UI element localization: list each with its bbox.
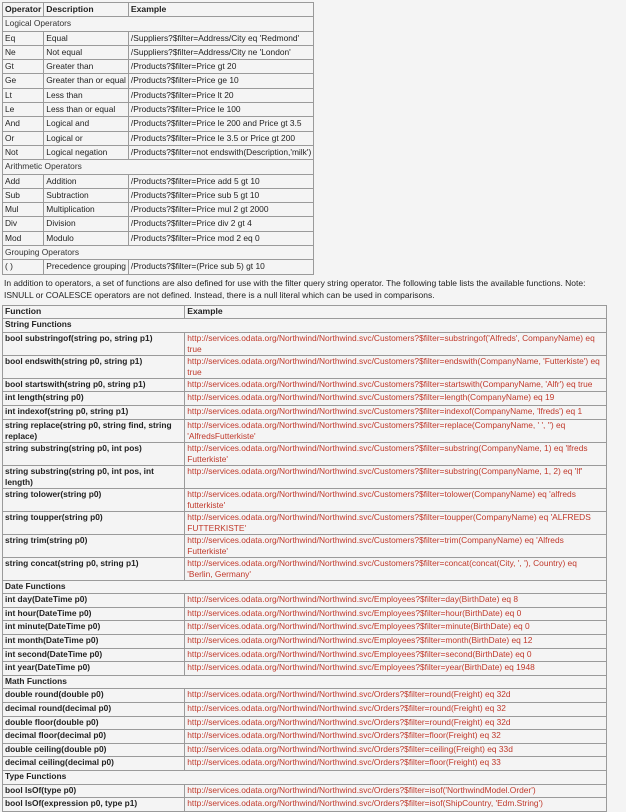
function-signature-cell: int hour(DateTime p0) (3, 607, 185, 621)
table-row (3, 534, 607, 557)
table-row (3, 607, 607, 621)
example-cell: /Products?$filter=Price add 5 gt 10 (128, 174, 313, 188)
function-signature-cell: int second(DateTime p0) (3, 648, 185, 662)
example-link[interactable]: http://services.odata.org/Northwind/Northwind.svc/Employees?$filter=year(BirthDate) eq 1948 (185, 662, 607, 676)
table-row (3, 217, 314, 231)
description-cell: Multiplication (44, 203, 129, 217)
table-row (3, 465, 607, 488)
example-cell: /Products?$filter=Price le 200 and Price gt 3.5 (128, 117, 313, 131)
operators-body (3, 17, 314, 274)
function-signature-cell: double floor(double p0) (3, 716, 185, 730)
example-link[interactable]: http://services.odata.org/Northwind/Northwind.svc/Employees?$filter=month(BirthDate) eq 12 (185, 634, 607, 648)
example-link[interactable]: http://services.odata.org/Northwind/Northwind.svc/Orders?$filter=floor(Freight) eq 33 (185, 757, 607, 771)
example-link[interactable]: http://services.odata.org/Northwind/Northwind.svc/Customers?$filter=length(CompanyName) eq 19 (185, 392, 607, 406)
section-title: Math Functions (3, 675, 607, 689)
table-row (3, 730, 607, 744)
functions-section-row (3, 675, 607, 689)
operator-cell: Mod (3, 231, 44, 245)
example-cell: /Suppliers?$filter=Address/City eq 'Redmond' (128, 31, 313, 45)
table-row (3, 378, 607, 392)
example-cell: /Products?$filter=Price mul 2 gt 2000 (128, 203, 313, 217)
description-cell: Greater than or equal (44, 74, 129, 88)
function-signature-cell: int month(DateTime p0) (3, 634, 185, 648)
table-row (3, 145, 314, 159)
example-cell: /Products?$filter=Price lt 20 (128, 88, 313, 102)
header-operator: Operator (3, 3, 44, 17)
header-example: Example (128, 3, 313, 17)
function-signature-cell: string toupper(string p0) (3, 511, 185, 534)
operator-cell: Ge (3, 74, 44, 88)
example-cell: /Products?$filter=not endswith(Description,'milk') (128, 145, 313, 159)
operator-cell: Lt (3, 88, 44, 102)
example-link[interactable]: http://services.odata.org/Northwind/Northwind.svc/Customers?$filter=substring(CompanyName, 1) eq 'lfreds Futterkiste' (185, 442, 607, 465)
function-signature-cell: int length(string p0) (3, 392, 185, 406)
table-row (3, 45, 314, 59)
functions-header-row (3, 305, 607, 319)
table-row (3, 203, 314, 217)
example-link[interactable]: http://services.odata.org/Northwind/Northwind.svc/Orders?$filter=round(Freight) eq 32d (185, 716, 607, 730)
function-signature-cell: bool substringof(string po, string p1) (3, 332, 185, 355)
function-signature-cell: string substring(string p0, int pos, int length) (3, 465, 185, 488)
description-cell: Not equal (44, 45, 129, 59)
table-row (3, 419, 607, 442)
example-link[interactable]: http://services.odata.org/Northwind/Northwind.svc/Employees?$filter=minute(BirthDate) eq 0 (185, 621, 607, 635)
function-signature-cell: bool startswith(string p0, string p1) (3, 378, 185, 392)
intro-paragraph: In addition to operators, a set of functions are also defined for use with the filter query string operator. The following table lists the available functions. Note: ISNULL or COALESCE operators are not defined. Instead, there is a null literal which can be used in comparisons. (4, 277, 586, 301)
function-signature-cell: double ceiling(double p0) (3, 743, 185, 757)
function-signature-cell: int year(DateTime p0) (3, 662, 185, 676)
section-title: Grouping Operators (3, 246, 314, 260)
example-link[interactable]: http://services.odata.org/Northwind/Northwind.svc/Customers?$filter=trim(CompanyName) eq 'Alfreds Futterkiste' (185, 534, 607, 557)
header-fn-example: Example (185, 305, 607, 319)
header-description: Description (44, 3, 129, 17)
example-link[interactable]: http://services.odata.org/Northwind/Northwind.svc/Orders?$filter=isof('NorthwindModel.Order') (185, 784, 607, 798)
operators-section-row (3, 160, 314, 174)
example-link[interactable]: http://services.odata.org/Northwind/Northwind.svc/Customers?$filter=substringof('Alfreds', CompanyName) eq true (185, 332, 607, 355)
operators-table (2, 2, 314, 275)
function-signature-cell: string tolower(string p0) (3, 488, 185, 511)
functions-body (3, 319, 607, 811)
operator-cell: ( ) (3, 260, 44, 274)
example-cell: /Products?$filter=Price ge 10 (128, 74, 313, 88)
table-row (3, 260, 314, 274)
section-title: Date Functions (3, 580, 607, 594)
example-cell: /Products?$filter=Price le 3.5 or Price gt 200 (128, 131, 313, 145)
function-signature-cell: double round(double p0) (3, 689, 185, 703)
section-title: Arithmetic Operators (3, 160, 314, 174)
operator-cell: Le (3, 103, 44, 117)
description-cell: Greater than (44, 60, 129, 74)
operator-cell: Mul (3, 203, 44, 217)
function-signature-cell: bool IsOf(expression p0, type p1) (3, 798, 185, 812)
table-row (3, 702, 607, 716)
functions-section-row (3, 319, 607, 333)
example-cell: /Products?$filter=Price mod 2 eq 0 (128, 231, 313, 245)
function-signature-cell: decimal ceiling(decimal p0) (3, 757, 185, 771)
function-signature-cell: string trim(string p0) (3, 534, 185, 557)
table-row (3, 231, 314, 245)
example-link[interactable]: http://services.odata.org/Northwind/Northwind.svc/Orders?$filter=round(Freight) eq 32d (185, 689, 607, 703)
operators-header-row (3, 3, 314, 17)
functions-section-row (3, 580, 607, 594)
example-link[interactable]: http://services.odata.org/Northwind/Northwind.svc/Employees?$filter=hour(BirthDate) eq 0 (185, 607, 607, 621)
function-signature-cell: decimal floor(decimal p0) (3, 730, 185, 744)
description-cell: Logical and (44, 117, 129, 131)
example-link[interactable]: http://services.odata.org/Northwind/Northwind.svc/Employees?$filter=day(BirthDate) eq 8 (185, 594, 607, 608)
operator-cell: Not (3, 145, 44, 159)
table-row (3, 511, 607, 534)
table-row (3, 743, 607, 757)
table-row (3, 117, 314, 131)
example-link[interactable]: http://services.odata.org/Northwind/Northwind.svc/Orders?$filter=round(Freight) eq 32 (185, 702, 607, 716)
operators-section-row (3, 17, 314, 31)
example-link[interactable]: http://services.odata.org/Northwind/Northwind.svc/Customers?$filter=replace(CompanyName, ' ', '') eq 'AlfredsFutterkiste' (185, 419, 607, 442)
table-row (3, 662, 607, 676)
table-row (3, 634, 607, 648)
description-cell: Precedence grouping (44, 260, 129, 274)
table-row (3, 757, 607, 771)
function-signature-cell: string replace(string p0, string find, string replace) (3, 419, 185, 442)
operator-cell: Eq (3, 31, 44, 45)
operator-cell: Or (3, 131, 44, 145)
description-cell: Less than (44, 88, 129, 102)
example-link[interactable]: http://services.odata.org/Northwind/Northwind.svc/Orders?$filter=ceiling(Freight) eq 33d (185, 743, 607, 757)
table-row (3, 174, 314, 188)
example-link[interactable]: http://services.odata.org/Northwind/Northwind.svc/Customers?$filter=concat(concat(City, ', '), Country) eq 'Berlin, Germany' (185, 557, 607, 580)
function-signature-cell: int day(DateTime p0) (3, 594, 185, 608)
document-page (2, 2, 622, 812)
section-title: Logical Operators (3, 17, 314, 31)
example-link[interactable]: http://services.odata.org/Northwind/Northwind.svc/Customers?$filter=startswith(CompanyName, 'Alfr') eq true (185, 378, 607, 392)
function-signature-cell: int minute(DateTime p0) (3, 621, 185, 635)
table-row (3, 103, 314, 117)
function-signature-cell: bool endswith(string p0, string p1) (3, 355, 185, 378)
example-cell: /Products?$filter=(Price sub 5) gt 10 (128, 260, 313, 274)
table-row (3, 188, 314, 202)
table-row (3, 74, 314, 88)
table-row (3, 131, 314, 145)
description-cell: Addition (44, 174, 129, 188)
table-row (3, 557, 607, 580)
function-signature-cell: string concat(string p0, string p1) (3, 557, 185, 580)
example-link[interactable]: http://services.odata.org/Northwind/Northwind.svc/Customers?$filter=toupper(CompanyName) eq 'ALFREDS FUTTERKISTE' (185, 511, 607, 534)
function-signature-cell: int indexof(string p0, string p1) (3, 406, 185, 420)
example-link[interactable]: http://services.odata.org/Northwind/Northwind.svc/Customers?$filter=endswith(CompanyName, 'Futterkiste') eq true (185, 355, 607, 378)
example-link[interactable]: http://services.odata.org/Northwind/Northwind.svc/Customers?$filter=indexof(CompanyName, 'lfreds') eq 1 (185, 406, 607, 420)
function-signature-cell: string substring(string p0, int pos) (3, 442, 185, 465)
table-row (3, 60, 314, 74)
operator-cell: Ne (3, 45, 44, 59)
table-row (3, 716, 607, 730)
function-signature-cell: bool IsOf(type p0) (3, 784, 185, 798)
example-link[interactable]: http://services.odata.org/Northwind/Northwind.svc/Orders?$filter=floor(Freight) eq 32 (185, 730, 607, 744)
description-cell: Equal (44, 31, 129, 45)
description-cell: Logical negation (44, 145, 129, 159)
header-function: Function (3, 305, 185, 319)
table-row (3, 488, 607, 511)
function-signature-cell: decimal round(decimal p0) (3, 702, 185, 716)
functions-section-row (3, 770, 607, 784)
example-link[interactable]: http://services.odata.org/Northwind/Northwind.svc/Customers?$filter=substring(CompanyName, 1, 2) eq 'lf' (185, 465, 607, 488)
example-cell: /Products?$filter=Price sub 5 gt 10 (128, 188, 313, 202)
table-row (3, 442, 607, 465)
description-cell: Modulo (44, 231, 129, 245)
operator-cell: Div (3, 217, 44, 231)
example-link[interactable]: http://services.odata.org/Northwind/Northwind.svc/Customers?$filter=tolower(CompanyName) eq 'alfreds futterkiste' (185, 488, 607, 511)
description-cell: Logical or (44, 131, 129, 145)
description-cell: Less than or equal (44, 103, 129, 117)
section-title: Type Functions (3, 770, 607, 784)
functions-table (2, 305, 607, 812)
example-cell: /Products?$filter=Price div 2 gt 4 (128, 217, 313, 231)
section-title: String Functions (3, 319, 607, 333)
table-row (3, 355, 607, 378)
example-cell: /Products?$filter=Price gt 20 (128, 60, 313, 74)
operator-cell: Gt (3, 60, 44, 74)
example-cell: /Suppliers?$filter=Address/City ne 'London' (128, 45, 313, 59)
table-row (3, 406, 607, 420)
table-row (3, 798, 607, 812)
table-row (3, 689, 607, 703)
example-cell: /Products?$filter=Price le 100 (128, 103, 313, 117)
example-link[interactable]: http://services.odata.org/Northwind/Northwind.svc/Employees?$filter=second(BirthDate) eq 0 (185, 648, 607, 662)
table-row (3, 31, 314, 45)
table-row (3, 648, 607, 662)
table-row (3, 88, 314, 102)
operator-cell: Sub (3, 188, 44, 202)
description-cell: Subtraction (44, 188, 129, 202)
example-link[interactable]: http://services.odata.org/Northwind/Northwind.svc/Orders?$filter=isof(ShipCountry, 'Edm.String') (185, 798, 607, 812)
table-row (3, 621, 607, 635)
description-cell: Division (44, 217, 129, 231)
table-row (3, 392, 607, 406)
table-row (3, 784, 607, 798)
table-row (3, 594, 607, 608)
operators-section-row (3, 246, 314, 260)
table-row (3, 332, 607, 355)
operator-cell: And (3, 117, 44, 131)
operator-cell: Add (3, 174, 44, 188)
